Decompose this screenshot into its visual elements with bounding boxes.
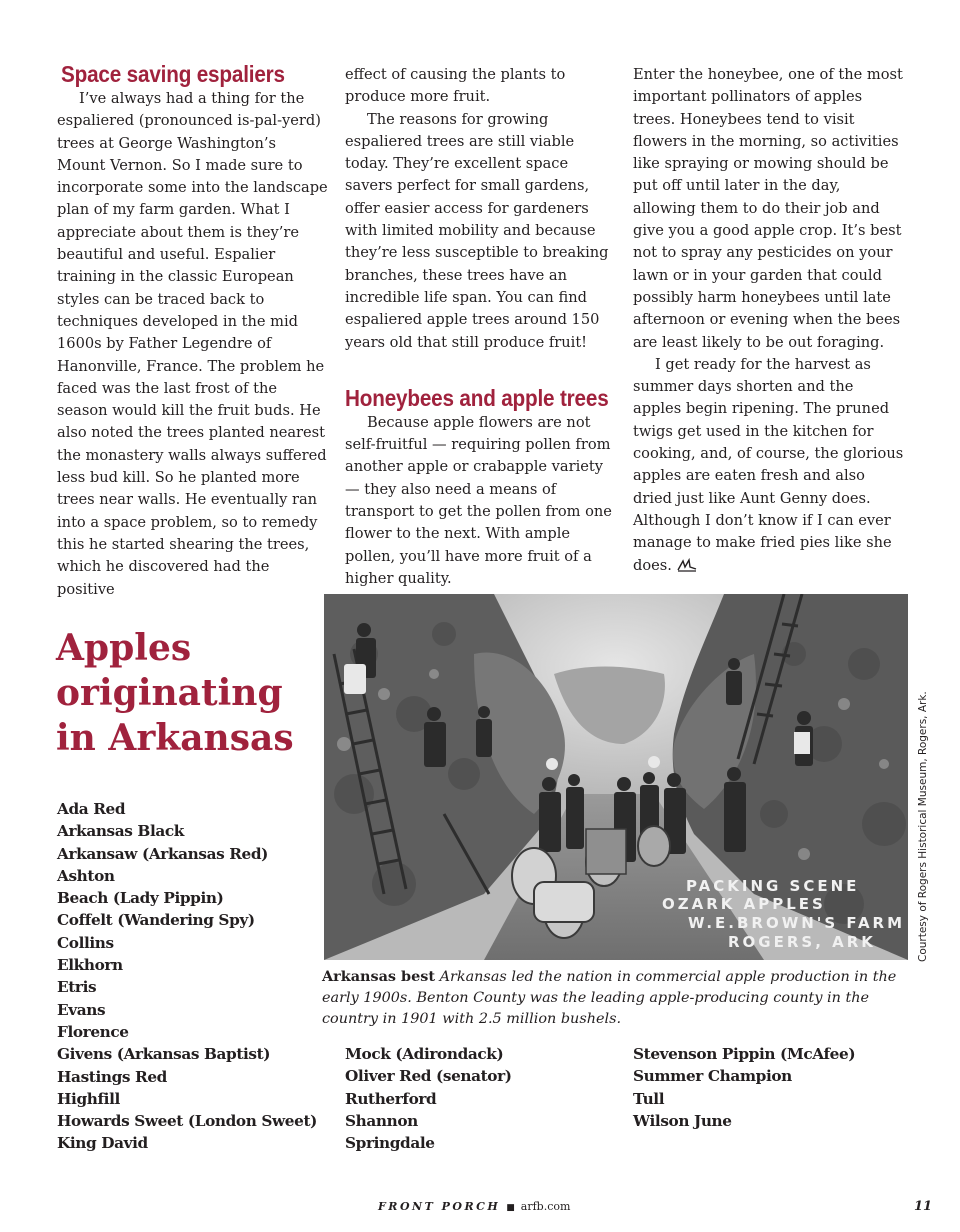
sidebar-title-line: in Arkansas [56,717,294,759]
photo-stamp-line: W.E.BROWN'S FARM [688,914,906,932]
list-item: Elkhorn [57,956,123,975]
list-item: Springdale [345,1134,435,1153]
list-item: Hastings Red [57,1067,167,1086]
footer-magazine-name: FRONT PORCH [378,1200,501,1213]
list-item: Highfill [57,1089,120,1108]
list-item: King David [57,1134,148,1153]
photo-stamp-line: PACKING SCENE [686,877,860,895]
footer-url: arfb.com [520,1200,571,1213]
apple-list-2 [345,1043,512,1154]
list-item: Etris [57,978,97,997]
list-item: Ada Red [57,800,126,818]
caption-text: Arkansas led the nation in commercial apple production in the early 1900s. Benton County was the leading apple-producing county in the country in 1901 with 2.5 million bushels. [322,969,897,1027]
signoff-icon [677,558,697,572]
list-item: Stevenson Pippin (McAfee) [633,1045,856,1063]
list-item: Oliver Red (senator) [345,1067,512,1086]
article-column-3 [633,64,905,577]
list-item: Shannon [345,1111,418,1130]
list-item: Rutherford [345,1089,437,1108]
column-spacer [345,354,620,384]
list-item: Givens (Arkansas Baptist) [57,1045,271,1064]
list-item: Ashton [57,866,115,885]
article-column-2 [345,64,620,590]
list-item: Arkansas Black [57,822,184,841]
list-item: Howards Sweet (London Sweet) [57,1112,317,1131]
espaliers-heading: Space saving espaliers [61,61,285,87]
honeybees-paragraph-3-text: I get ready for the harvest as summer days shorten and the apples begin ripening. The pruned twigs get used in the kitchen for cooking, and, of course, the glorious apples are eaten fresh and also dried just like Aunt Genny does. Although I don’t know if I can ever manage to make fried pies like she does. [633,355,904,574]
honeybees-paragraph-3 [633,354,905,577]
sidebar-title-line: originating [56,672,283,714]
list-item: Florence [57,1022,129,1041]
list-item: Mock (Adirondack) [345,1045,504,1063]
caption-lead: Arkansas best [322,968,436,985]
footer-separator: ■ [506,1203,515,1213]
list-item: Tull [633,1089,665,1108]
list-item: Coffelt (Wandering Spy) [57,911,255,930]
honeybees-paragraph-2: Enter the honeybee, one of the most important pollinators of apples trees. Honeybees tend to visit flowers in the morning, so activities like spraying or mowing should be put off until later in the day, allowing them to do their job and give you a good apple crop. It’s best not to spray any pesticides on your lawn or in your garden that could possibly harm honeybees until late afternoon or evening when the bees are least likely to be out foraging. [633,66,903,351]
apple-list-1 [57,798,317,1155]
article-column-1 [57,60,329,601]
honeybees-paragraph-1: Because apple flowers are not self-fruitful — requiring pollen from another apple or crabapple variety — they also need a means of transport to get the pollen from one flower to the next. With ample pollen, you’ll have more fruit of a higher quality. [345,413,612,587]
espaliers-paragraph-3: The reasons for growing espaliered trees are still viable today. They’re excellent space savers perfect for small gardens, offer easier access for gardeners with limited mobility and because they’re less susceptible to breaking branches, these trees have an incredible life span. You can find espaliered apple trees around 150 years old that still produce fruit! [345,110,609,351]
apple-list-3 [633,1043,855,1132]
photo-stamp-line: ROGERS, ARK [728,933,876,951]
espaliers-paragraph-1: I’ve always had a thing for the espaliered (pronounced is-pal-yerd) trees at George Washington’s Mount Vernon. So I made sure to incorporate some into the landscape plan of my farm garden. What I appreciate about them is they’re beautiful and useful. Espalier training in the classic European styles can be traced back to techniques developed in the mid 1600s by Father Legendre of Hanonville, France. The problem he faced was the last frost of the season would kill the fruit buds. He also noted the trees planted nearest the monastery walls always suffered less bud kill. So he planted more trees near walls. He eventually ran into a space problem, so to remedy this he started shearing the trees, which he discovered had the positive [57,90,328,598]
honeybees-heading: Honeybees and apple trees [345,384,609,411]
page-number: 11 [914,1199,933,1214]
espaliers-paragraph-2: effect of causing the plants to produce more fruit. [345,66,566,106]
list-item: Arkansaw (Arkansas Red) [57,844,269,863]
photo-credit: Courtesy of Rogers Historical Museum, Rogers, Ark. [917,691,929,962]
page-footer [0,1200,960,1220]
sidebar-title [56,626,294,761]
list-item: Evans [57,1000,106,1019]
list-item: Beach (Lady Pippin) [57,889,224,908]
orchard-photo [324,594,908,960]
list-item: Wilson June [633,1111,732,1130]
orchard-photo-illustration [324,594,908,960]
list-item: Collins [57,933,114,952]
photo-stamp-line: OZARK APPLES [662,895,826,913]
footer-center [378,1200,570,1213]
sidebar-title-line: Apples [56,627,192,669]
list-item: Summer Champion [633,1067,792,1086]
photo-caption [322,966,912,1030]
